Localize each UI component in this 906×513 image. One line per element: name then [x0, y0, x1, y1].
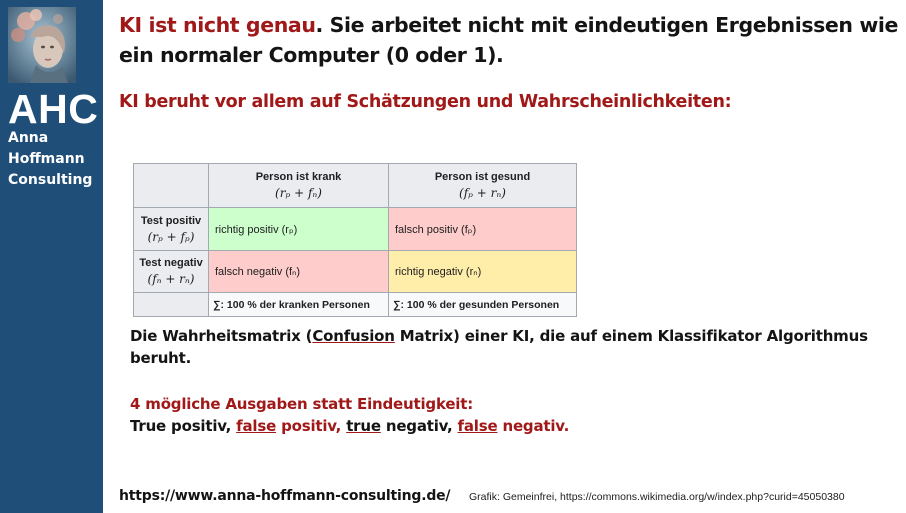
- row-header-formula: (fₙ + rₙ): [147, 272, 195, 286]
- output-item-emphasis: false: [236, 417, 277, 435]
- caption-text: Die Wahrheitsmatrix (: [130, 327, 313, 345]
- confusion-matrix: [133, 163, 577, 317]
- portrait-image: [8, 7, 76, 83]
- matrix-col-header-healthy: [389, 164, 577, 208]
- image-credit: Grafik: Gemeinfrei, https://commons.wikimedia.org/w/index.php?curid=45050380: [469, 491, 845, 503]
- brand-name-line1: Anna: [8, 130, 49, 146]
- col-header-formula: (rₚ + fₙ): [275, 186, 322, 200]
- cell-sum-sick: ∑: 100 % der kranken Personen: [209, 293, 389, 317]
- slide-headline: [119, 10, 904, 70]
- matrix-row-header-positive: [134, 208, 209, 251]
- outputs-title: 4 mögliche Ausgaben statt Eindeutigkeit:: [130, 395, 474, 413]
- output-item: True positiv,: [130, 417, 237, 435]
- matrix-corner: [134, 164, 209, 208]
- cell-true-negative: richtig negativ (rₙ): [389, 251, 577, 293]
- brand-logo: AHC: [8, 86, 99, 132]
- output-item: negativ.: [497, 417, 570, 435]
- output-item-emphasis: true: [346, 417, 381, 435]
- row-header-label: Test negativ: [139, 257, 203, 269]
- matrix-row-header-negative: [134, 251, 209, 293]
- caption-underlined: Confusion: [312, 327, 395, 345]
- col-header-label: Person ist gesund: [434, 171, 531, 183]
- website-link[interactable]: https://www.anna-hoffmann-consulting.de/: [119, 488, 451, 504]
- row-header-formula: (rₚ + fₚ): [147, 229, 195, 244]
- matrix-sum-corner: [134, 293, 209, 317]
- slide-content: [103, 0, 906, 513]
- brand-name-line2: Hoffmann: [8, 151, 85, 167]
- matrix-col-header-sick: [209, 164, 389, 208]
- output-item: negativ,: [380, 417, 458, 435]
- sidebar: [0, 0, 103, 513]
- cell-false-positive: falsch positiv (fₚ): [389, 208, 577, 251]
- cell-sum-healthy: ∑: 100 % der gesunden Personen: [389, 293, 577, 317]
- output-item: positiv,: [276, 417, 347, 435]
- cell-false-negative: falsch negativ (fₙ): [209, 251, 389, 293]
- matrix-caption: [130, 325, 890, 369]
- col-header-label: Person ist krank: [255, 171, 342, 183]
- cell-true-positive: richtig positiv (rₚ): [209, 208, 389, 251]
- outputs-list: [130, 417, 569, 435]
- caption-text: Matrix) einer KI, die auf einem Klassifikator Algorithmus beruht.: [130, 327, 868, 367]
- brand-name-line3: Consulting: [8, 172, 93, 188]
- output-item-emphasis: false: [457, 417, 498, 435]
- woman-portrait-icon: [8, 7, 76, 83]
- row-header-label: Test positiv: [140, 214, 202, 227]
- col-header-formula: (fₚ + rₙ): [459, 186, 506, 200]
- headline-text: . Sie arbeitet nicht mit eindeutigen Ergebnissen wie ein normaler Computer (0 oder 1).: [119, 13, 899, 67]
- headline-emphasis: KI ist nicht genau: [119, 13, 316, 37]
- slide-subheading: KI beruht vor allem auf Schätzungen und Wahrscheinlichkeiten:: [119, 92, 732, 112]
